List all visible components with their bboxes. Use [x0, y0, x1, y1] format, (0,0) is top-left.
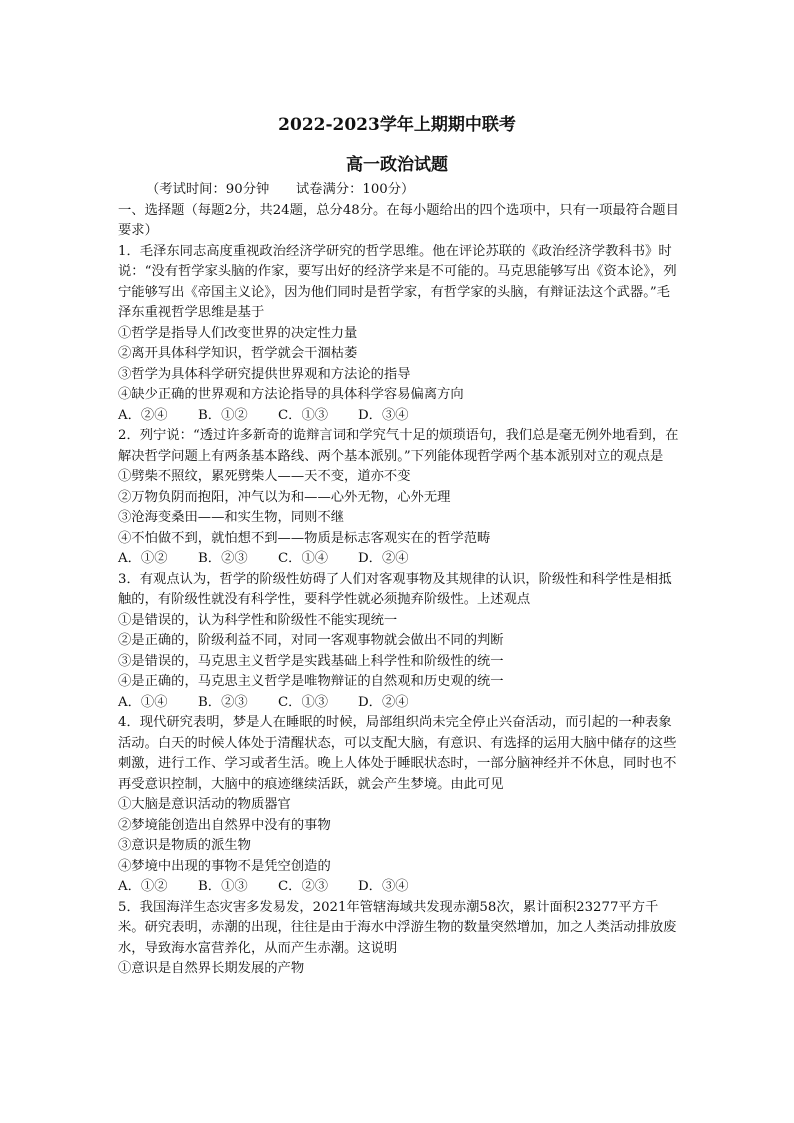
question-option: ①劈柴不照纹，累死劈柴人——天不变，道亦不变: [118, 469, 411, 484]
question-option: ②离开具体科学知识，哲学就会干涸枯萎: [118, 346, 358, 361]
answer-choice: D．③④: [358, 407, 409, 423]
answer-choice: B．②③: [198, 694, 248, 710]
question-stem: 1．毛泽东同志高度重视政治经济学研究的哲学思维。他在评论苏联的《政治经济学教科书》时说：“没有哲学家头脑的作家，要写出好的经济学来是不可能的。马克思能够写出《资本论》，列宁能够写出《帝国主义论》，因为他们同时是哲学家，有哲学家的头脑，有辩证法这个武器。”毛泽东重视哲学思维是基于: [118, 243, 677, 320]
answer-choice: C．②③: [278, 879, 329, 894]
question-1: [118, 242, 680, 427]
answer-choice: B．①③: [198, 879, 248, 894]
question-option: ④不怕做不到，就怕想不到——物质是标志客观实在的哲学范畴: [118, 530, 491, 546]
question-option: ①哲学是指导人们改变世界的决定性力量: [118, 325, 358, 341]
question-option: ③哲学为具体科学研究提供世界观和方法论的指导: [118, 366, 411, 382]
question-option: ②万物负阴而抱阳，冲气以为和——心外无物，心外无理: [118, 489, 451, 505]
question-stem: 2．列宁说：“透过许多新奇的诡辩言词和学究气十足的烦琐语句，我们总是毫无例外地看到，在解决哲学问题上有两条基本路线、两个基本派别。”下列能体现哲学两个基本派别对立的观点是: [118, 428, 679, 464]
question-option: ④梦境中出现的事物不是凭空创造的: [118, 858, 331, 874]
question-option: ④缺少正确的世界观和方法论指导的具体科学容易偏离方向: [118, 387, 464, 402]
answer-choices: [118, 877, 680, 898]
question-option: ①是错误的，认为科学性和阶级性不能实现统一: [118, 612, 398, 628]
exam-body: [118, 180, 680, 980]
answer-choice: D．②④: [358, 551, 409, 566]
exam-title: 2022-2023学年上期期中联考: [278, 115, 516, 135]
question-5: [118, 898, 680, 980]
exam-subtitle: 高一政治试题: [346, 155, 448, 175]
question-stem: 3．有观点认为，哲学的阶级性妨碍了人们对客观事物及其规律的认识，阶级性和科学性是相抵触的，有阶级性就没有科学性，要科学性就必须抛弃阶级性。上述观点: [118, 571, 672, 607]
answer-choice: C．①③: [278, 407, 329, 423]
question-option: ①意识是自然界长期发展的产物: [118, 961, 305, 976]
question-list: [118, 242, 680, 980]
question-option: ③意识是物质的派生物: [118, 838, 251, 853]
answer-choice: A．①②: [118, 879, 168, 894]
question-stem: 4．现代研究表明，梦是人在睡眠的时候，局部组织尚未完全停止兴奋活动，而引起的一种表象活动。白天的时候人体处于清醒状态，可以支配大脑，有意识、有选择的运用大脑中储存的这些刺激，进行工作、学习或者生活。晚上人体处于睡眠状态时，一部分脑神经并不休息，同时也不再受意识控制，大脑中的痕迹继续活跃，就会产生梦境。由此可见: [118, 715, 677, 792]
section-heading: 一、选择题（每题2分，共24题，总分48分。在每小题给出的四个选项中，只有一项最符合题目要求）: [118, 202, 679, 238]
answer-choice: A．①②: [118, 551, 168, 566]
answer-choices: [118, 406, 680, 427]
question-option: ②是正确的，阶级利益不同，对同一客观事物就会做出不同的判断: [118, 633, 504, 648]
answer-choice: D．③④: [358, 879, 409, 894]
answer-choices: [118, 693, 680, 714]
question-option: ③沧海变桑田——和实生物，同则不继: [118, 510, 345, 525]
question-option: ③是错误的，马克思主义哲学是实践基础上科学性和阶级性的统一: [118, 653, 504, 669]
question-stem: 5．我国海洋生态灾害多发易发，2021年管辖海域共发现赤潮58次，累计面积23277平方千米。研究表明，赤潮的出现，往往是由于海水中浮游生物的数量突然增加，加之人类活动排放废水，导致海水富营养化，从而产生赤潮。这说明: [118, 899, 677, 956]
question-option: ④是正确的，马克思主义哲学是唯物辩证的自然观和历史观的统一: [118, 674, 504, 689]
answer-choice: B．①②: [198, 407, 248, 423]
answer-choices: [118, 549, 680, 570]
answer-choice: B．②③: [198, 551, 248, 566]
answer-choice: C．①③: [278, 694, 329, 710]
question-3: [118, 570, 680, 714]
answer-choice: A．①④: [118, 694, 168, 710]
question-2: [118, 426, 680, 570]
question-4: [118, 713, 680, 898]
question-option: ②梦境能创造出自然界中没有的事物: [118, 817, 331, 833]
answer-choice: D．②④: [358, 694, 409, 710]
question-option: ①大脑是意识活动的物质器官: [118, 797, 291, 812]
answer-choice: C．①④: [278, 551, 329, 566]
exam-info: （考试时间：90分钟 试卷满分：100分）: [146, 182, 415, 197]
answer-choice: A．②④: [118, 407, 168, 423]
